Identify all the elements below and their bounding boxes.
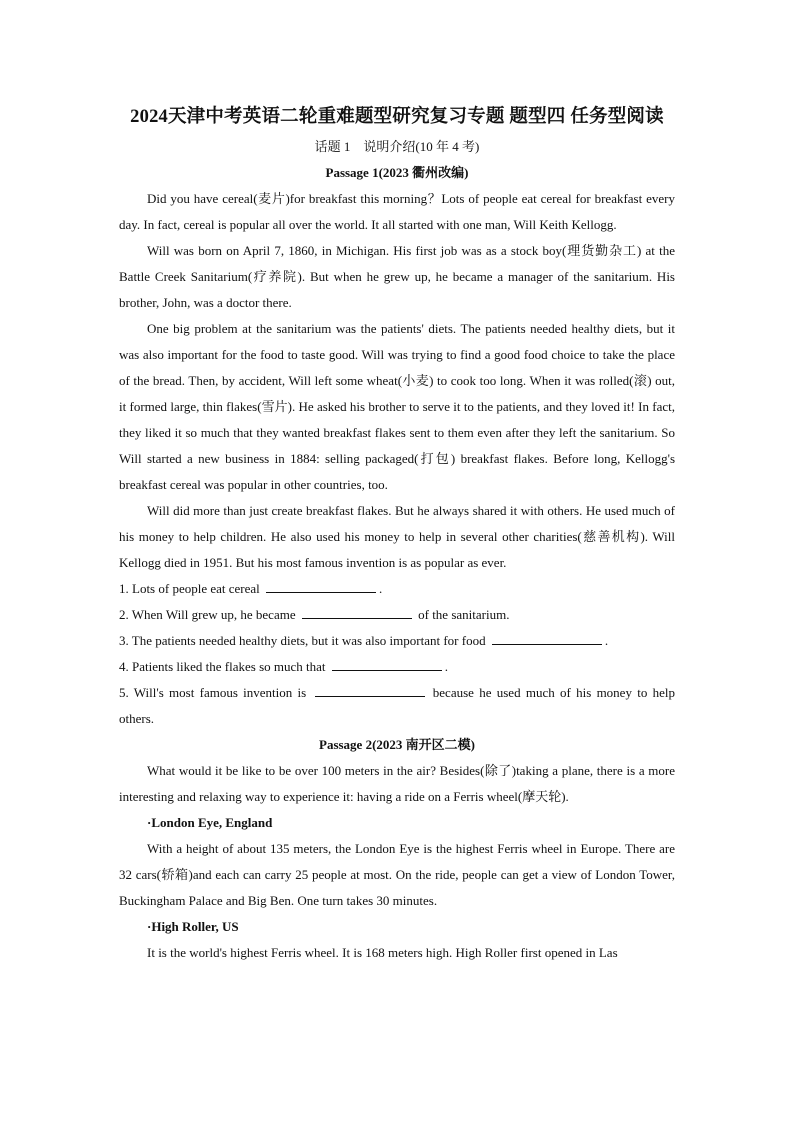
- question-3-end: .: [604, 633, 609, 648]
- section-heading-london-eye: ·London Eye, England: [147, 815, 273, 830]
- answer-blank-4[interactable]: [332, 656, 442, 671]
- answer-blank-1[interactable]: [266, 578, 376, 593]
- section-text-high-roller: It is the world's highest Ferris wheel. It is 168 meters high. High Roller first opened in Las: [147, 945, 618, 960]
- question-2-end: of the sanitarium.: [418, 607, 510, 622]
- question-5-text: 5. Will's most famous invention is: [119, 685, 307, 700]
- passage-2-intro: What would it be like to be over 100 meters in the air? Besides(除了)taking a plane, there is a more interesting and relaxing way to experience it: having a ride on a Ferris wheel(摩天轮).: [119, 763, 675, 804]
- question-3: [119, 628, 675, 654]
- passage-1-paragraph-1: Did you have cereal(麦片)for breakfast this morning？Lots of people eat cereal for breakfast every day. In fact, cereal is popular all over the world. It all started with one man, Will Keith Kellogg.: [119, 191, 675, 232]
- question-3-text: 3. The patients needed healthy diets, but it was also important for food: [119, 633, 486, 648]
- question-1-text: 1. Lots of people eat cereal: [119, 581, 260, 596]
- question-4: [119, 654, 675, 680]
- answer-blank-2[interactable]: [302, 604, 412, 619]
- question-2-text: 2. When Will grew up, he became: [119, 607, 296, 622]
- question-2: [119, 602, 675, 628]
- section-text-london-eye: With a height of about 135 meters, the London Eye is the highest Ferris wheel in Europe. There are 32 cars(轿箱)and each can carry 25 people at most. On the ride, people can get a view of London Tower, Buckingham Palace and Big Ben. One turn takes 30 minutes.: [119, 841, 675, 908]
- passage-1-title: Passage 1(2023 衢州改编): [325, 165, 469, 180]
- passage-2-title: Passage 2(2023 南开区二模): [319, 737, 475, 752]
- question-1-end: .: [379, 581, 383, 596]
- question-1: [119, 576, 675, 602]
- question-5: [119, 680, 675, 732]
- passage-1-paragraph-3: One big problem at the sanitarium was the patients' diets. The patients needed healthy diets, but it was also important for the food to taste good. Will was trying to find a good food choice to take the place of the bread. Then, by accident, Will left some wheat(小麦) to cook too long. When it was rolled(滚) out, it formed large, thin flakes(雪片). He asked his brother to serve it to the patients, and they loved it! In fact, they liked it so much that they wanted breakfast flakes sent to them even after they left the sanitarium. So Will started a new business in 1884: selling packaged(打包) breakfast flakes. Before long, Kellogg's breakfast cereal was popular in other countries, too.: [119, 321, 675, 492]
- topic-subtitle: 话题 1 说明介绍(10 年 4 考): [314, 139, 480, 154]
- question-4-text: 4. Patients liked the flakes so much that: [119, 659, 326, 674]
- section-heading-high-roller: ·High Roller, US: [147, 919, 239, 934]
- answer-blank-3[interactable]: [492, 630, 602, 645]
- passage-1-paragraph-4: Will did more than just create breakfast flakes. But he always shared it with others. He used much of his money to help children. He also used his money to help in several other charities(慈善机构). Will Kellogg died in 1951. But his most famous invention is as popular as ever.: [119, 503, 675, 570]
- document-page: [119, 100, 675, 966]
- question-5-end: because he used much of his money to help others.: [119, 685, 675, 726]
- answer-blank-5[interactable]: [315, 682, 425, 697]
- question-4-end: .: [444, 659, 449, 674]
- document-title: 2024天津中考英语二轮重难题型研究复习专题 题型四 任务型阅读: [130, 107, 664, 127]
- passage-1-paragraph-2: Will was born on April 7, 1860, in Michigan. His first job was as a stock boy(理货勤杂工) at the Battle Creek Sanitarium(疗养院). But when he grew up, he became a manager of the sanitarium. His brother, John, was a doctor there.: [119, 243, 675, 310]
